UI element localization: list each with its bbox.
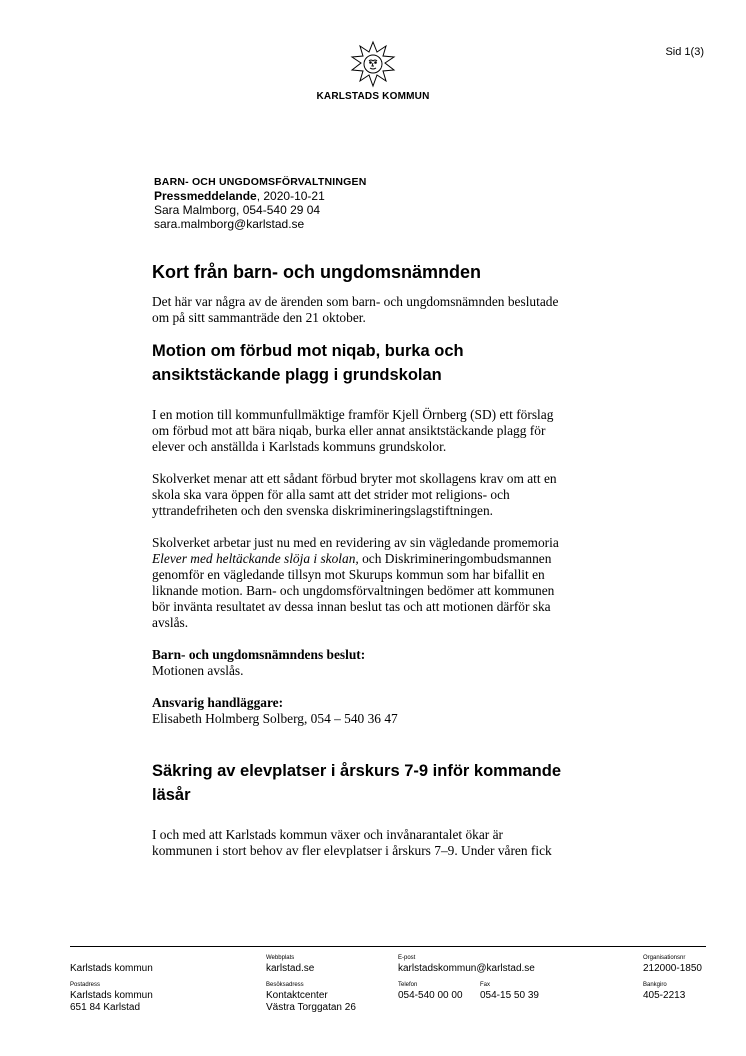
text-line: och Diskrimineringombudsmannen: [358, 551, 552, 566]
document-body: [152, 260, 622, 859]
sun-face-icon: [350, 40, 396, 88]
section1-paragraph-2: [152, 471, 622, 519]
doc-type-line: [154, 189, 367, 203]
text-line: avslås.: [152, 615, 189, 630]
text-line: yttrandefriheten och den svenska diskrimineringslagstiftningen.: [152, 503, 494, 518]
officer-contact: Elisabeth Holmberg Solberg, 054 – 540 36 47: [152, 711, 398, 726]
footer-divider: [70, 946, 706, 947]
decision-block: [152, 647, 622, 679]
publication-title: Elever med heltäckande slöja i skolan,: [152, 551, 359, 566]
footer-web-label: Webbplats: [266, 955, 295, 961]
section1-paragraph-3: [152, 535, 622, 631]
contact-line: Sara Malmborg, 054-540 29 04: [154, 203, 321, 217]
intro-line: om på sitt sammanträde den 21 oktober.: [152, 310, 366, 325]
text-line: Skolverket arbetar just nu med en revidering av sin vägledande promemoria: [152, 535, 559, 550]
footer-orgnr-label: Organisationsnr: [643, 955, 686, 961]
intro-paragraph: [152, 294, 622, 326]
footer-visit-line1: Kontaktcenter: [266, 990, 328, 1001]
department-name: BARN- OCH UNGDOMSFÖRVALTNINGEN: [154, 176, 367, 188]
footer-bankgiro: 405-2213: [643, 990, 686, 1001]
heading-line: Motion om förbud mot niqab, burka och: [152, 342, 464, 360]
logo: [0, 40, 746, 102]
doc-date: , 2020-10-21: [256, 189, 325, 203]
footer-email-label: E-post: [398, 955, 416, 961]
decision-text: Motionen avslås.: [152, 663, 244, 678]
text-line: genomför en vägledande tillsyn mot Skurups kommun som har bifallit en: [152, 567, 545, 582]
footer-postal-line1: Karlstads kommun: [70, 990, 153, 1001]
footer-bankgiro-label: Bankgiro: [643, 982, 667, 988]
footer-postal-line2: 651 84 Karlstad: [70, 1002, 141, 1013]
doc-type: Pressmeddelande: [154, 189, 257, 203]
footer-org: Karlstads kommun: [70, 963, 153, 974]
footer-email: karlstadskommun@karlstad.se: [398, 963, 535, 974]
footer-postal-label: Postadress: [70, 982, 101, 988]
text-line: elever och anställda i Karlstads kommuns grundskolor.: [152, 439, 447, 454]
decision-label: Barn- och ungdomsnämndens beslut:: [152, 647, 366, 662]
footer-phone: 054-540 00 00: [398, 990, 463, 1001]
heading-line: ansiktstäckande plagg i grundskolan: [152, 366, 442, 384]
text-line: liknande motion. Barn- och ungdomsförvaltningen bedömer att kommunen: [152, 583, 555, 598]
text-line: I och med att Karlstads kommun växer och invånarantalet ökar är: [152, 827, 504, 842]
footer-visit-label: Besöksadress: [266, 982, 304, 988]
footer-orgnr: 212000-1850: [643, 963, 702, 974]
page-number: Sid 1(3): [665, 46, 704, 58]
footer-phone-label: Telefon: [398, 982, 418, 988]
footer-web: karlstad.se: [266, 963, 315, 974]
text-line: skola ska vara öppen för alla samt att det strider mot religions- och: [152, 487, 510, 502]
heading-line: läsår: [152, 786, 191, 804]
heading-line: Säkring av elevplatser i årskurs 7-9 inför kommande: [152, 762, 562, 780]
officer-label: Ansvarig handläggare:: [152, 695, 284, 710]
text-line: kommunen i stort behov av fler elevplatser i årskurs 7–9. Under våren fick: [152, 843, 552, 858]
footer-fax: 054-15 50 39: [480, 990, 539, 1001]
text-line: bör invänta resultatet av dessa innan beslut tas och att motionen därför ska: [152, 599, 551, 614]
press-header: [154, 175, 367, 231]
text-line: om förbud mot att bära niqab, burka eller annat ansiktstäckande plagg för: [152, 423, 546, 438]
footer-visit-line2: Västra Torggatan 26: [266, 1002, 356, 1013]
text-line: Skolverket menar att ett sådant förbud bryter mot skollagens krav om att en: [152, 471, 557, 486]
officer-block: [152, 695, 622, 727]
section1-paragraph-1: [152, 407, 622, 455]
text-line: I en motion till kommunfullmäktige framför Kjell Örnberg (SD) ett förslag: [152, 407, 554, 422]
page-title: Kort från barn- och ungdomsnämnden: [152, 262, 482, 282]
footer-fax-label: Fax: [480, 982, 491, 988]
section1-heading: [152, 339, 622, 387]
contact-email: sara.malmborg@karlstad.se: [154, 217, 305, 231]
section2-heading: [152, 759, 622, 807]
logo-text: KARLSTADS KOMMUN: [316, 91, 430, 102]
section2-paragraph-1: [152, 827, 622, 859]
intro-line: Det här var några av de ärenden som barn- och ungdomsnämnden beslutade: [152, 294, 559, 309]
